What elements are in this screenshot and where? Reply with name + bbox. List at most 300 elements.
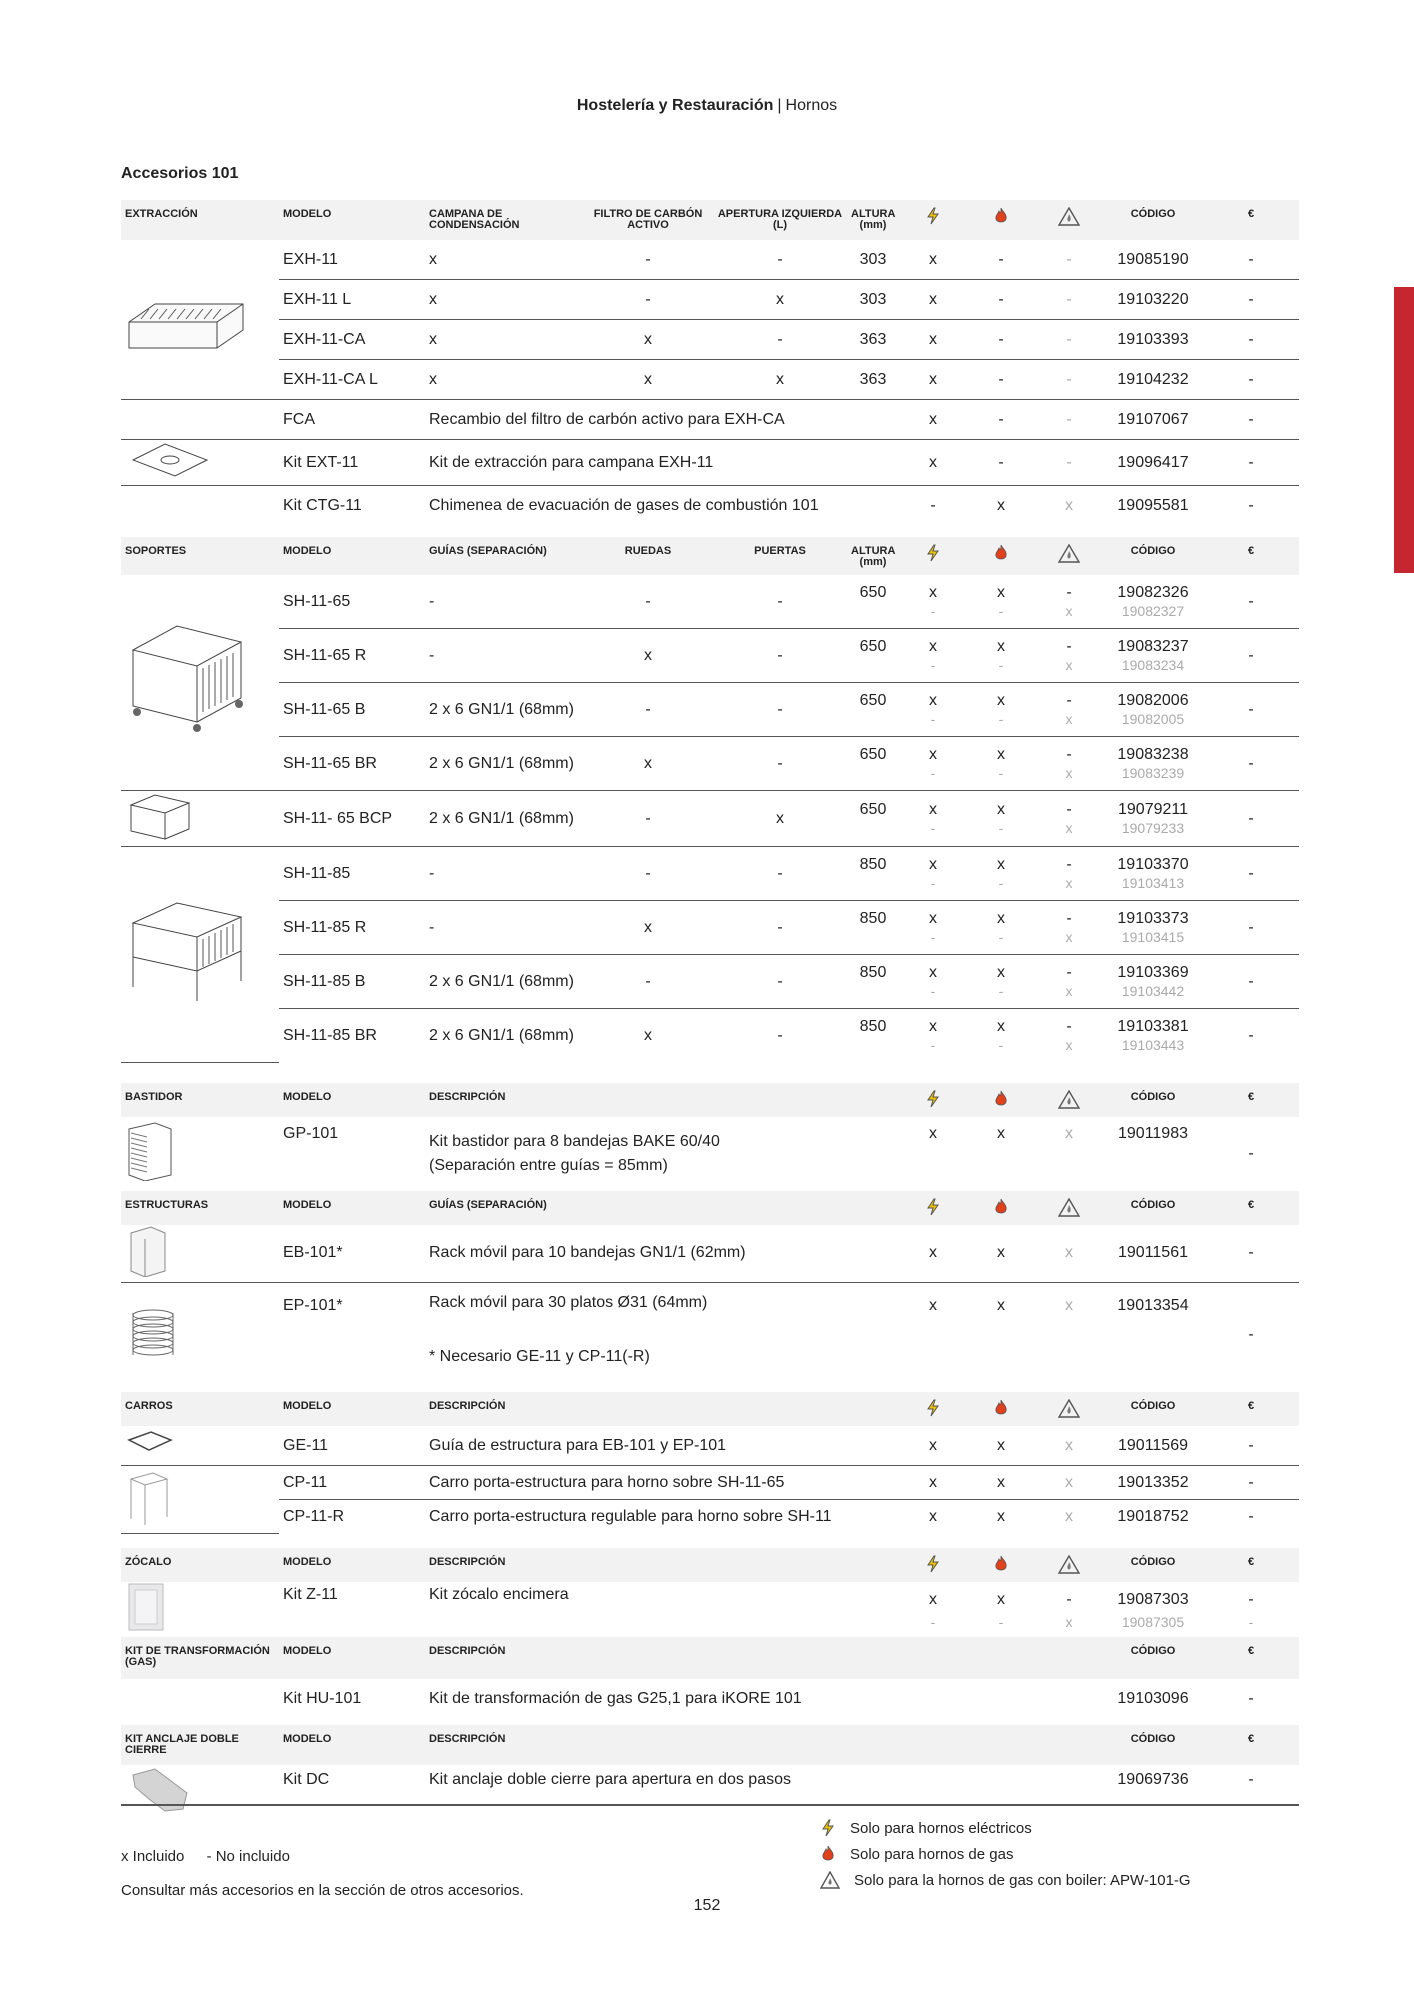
cell-text-secondary: - xyxy=(998,764,1004,781)
cell-text: CP-11-R xyxy=(283,1507,345,1525)
campana-value xyxy=(425,320,583,360)
cell-text: - xyxy=(1248,1689,1254,1707)
plinth-image xyxy=(125,1582,169,1632)
gas-value xyxy=(967,847,1035,901)
col-precio xyxy=(1203,1725,1299,1765)
col-codigo xyxy=(1103,537,1203,575)
guias-value xyxy=(425,847,583,901)
cell-text: - xyxy=(1066,370,1072,388)
table-row xyxy=(121,1679,1299,1719)
cell-text: MODELO xyxy=(283,1090,332,1103)
cell-text: - xyxy=(1066,583,1072,601)
cell-text: MODELO xyxy=(283,545,332,557)
table-header-extraccion xyxy=(121,200,1299,240)
cell-text-secondary: 19079233 xyxy=(1121,819,1185,836)
cell-text: x xyxy=(644,754,652,772)
legend-keys xyxy=(121,1848,308,1865)
product-image-cell xyxy=(121,575,279,791)
cell-text: KIT DE TRANSFORMACIÓN (GAS) xyxy=(125,1644,270,1668)
table-row xyxy=(121,440,1299,486)
product-code xyxy=(1103,955,1203,1009)
product-image-cell xyxy=(121,1582,279,1637)
cell-text: MODELO xyxy=(283,1644,332,1657)
cell-text: 19087303 xyxy=(1117,1590,1189,1608)
cell-text: EP-101* xyxy=(283,1296,343,1314)
col-gas xyxy=(967,1548,1035,1582)
electric-icon xyxy=(925,1399,941,1417)
cell-text: EB-101* xyxy=(283,1244,343,1261)
product-image-cell xyxy=(121,791,279,847)
table-row xyxy=(121,901,1299,955)
extraction-kit-image xyxy=(125,440,215,480)
cell-text: - xyxy=(777,592,783,610)
table-row xyxy=(121,486,1299,526)
cell-text: x xyxy=(929,691,937,709)
col-modelo xyxy=(279,1637,425,1679)
legend-boiler xyxy=(820,1867,1191,1893)
guias-value xyxy=(425,575,583,629)
cell-text: x xyxy=(929,745,937,763)
col-electric xyxy=(899,1392,967,1426)
cell-text: x xyxy=(997,745,1005,763)
cell-text: € xyxy=(1247,545,1255,557)
col-codigo xyxy=(1103,1083,1203,1117)
cell-text: 19103220 xyxy=(1117,290,1189,308)
cell-text: x xyxy=(776,290,784,308)
cell-text: - xyxy=(1066,1590,1072,1608)
stand-bcp-image xyxy=(125,791,195,841)
cell-text: x xyxy=(997,1436,1005,1454)
guide-image xyxy=(125,1428,175,1458)
table-header-estructuras xyxy=(121,1191,1299,1225)
model-name xyxy=(279,1679,425,1719)
cell-text-secondary: 19082005 xyxy=(1121,710,1185,727)
col-precio xyxy=(1203,1548,1299,1582)
gas-value xyxy=(967,400,1035,440)
product-code xyxy=(1103,901,1203,955)
price-value xyxy=(1203,486,1299,526)
cell-text: - xyxy=(1248,453,1254,471)
gas-value xyxy=(967,440,1035,486)
campana-value xyxy=(425,280,583,320)
cell-text: x xyxy=(929,290,937,308)
col-codigo xyxy=(1103,1191,1203,1225)
cell-text: - xyxy=(1248,1026,1254,1044)
cell-text: Kit DC xyxy=(283,1770,330,1788)
cell-text-secondary: - xyxy=(998,874,1004,891)
product-code xyxy=(1103,1117,1203,1191)
table-header-bastidor xyxy=(121,1083,1299,1117)
boiler-warning-icon xyxy=(1058,1555,1080,1574)
spacer xyxy=(121,525,1299,537)
cell-text: - xyxy=(1248,1590,1254,1608)
model-name xyxy=(279,955,425,1009)
cell-text-secondary: - xyxy=(930,602,936,619)
table-header-zocalo xyxy=(121,1548,1299,1582)
cell-text: x xyxy=(929,1296,937,1314)
product-image-cell xyxy=(121,1765,279,1821)
price-value xyxy=(1203,901,1299,955)
price-value xyxy=(1203,1282,1299,1388)
cell-text: 650 xyxy=(859,637,887,655)
price-value xyxy=(1203,737,1299,791)
ruedas-value xyxy=(583,955,713,1009)
table-row xyxy=(121,847,1299,901)
gas-value xyxy=(967,1225,1035,1283)
electric-icon xyxy=(925,1555,941,1573)
puertas-value xyxy=(713,683,847,737)
guias-value xyxy=(425,901,583,955)
price-value xyxy=(1203,400,1299,440)
cell-text: Kit de transformación de gas G25,1 para iKORE 101 xyxy=(429,1689,802,1707)
altura-value xyxy=(847,683,899,737)
cell-text: x xyxy=(929,410,937,428)
table-row xyxy=(121,1426,1299,1466)
cell-text: 19103096 xyxy=(1117,1689,1189,1707)
boiler-value xyxy=(1035,486,1103,526)
cell-text-secondary: x xyxy=(1065,1036,1073,1053)
cell-text: x xyxy=(997,1590,1005,1608)
cell-text-secondary: - xyxy=(930,764,936,781)
cell-text: x xyxy=(644,370,652,388)
cell-text-secondary: - xyxy=(998,656,1004,673)
gas-value xyxy=(967,791,1035,847)
col-puertas xyxy=(713,537,847,575)
product-code xyxy=(1103,320,1203,360)
cell-text: MODELO xyxy=(283,1555,332,1568)
cell-text: € xyxy=(1247,208,1255,220)
description xyxy=(425,1426,899,1466)
model-name xyxy=(279,440,425,486)
cell-text: - xyxy=(1066,637,1072,655)
col-filtro xyxy=(583,200,713,240)
cell-text: 303 xyxy=(859,290,887,308)
boiler-value xyxy=(1035,847,1103,901)
description xyxy=(425,1500,899,1534)
col-electric xyxy=(899,537,967,575)
cell-text: x xyxy=(997,1017,1005,1035)
cell-text: x xyxy=(929,909,937,927)
col-boiler xyxy=(1035,537,1103,575)
cell-text: x xyxy=(997,583,1005,601)
filtro-value xyxy=(583,320,713,360)
model-name xyxy=(279,683,425,737)
stand-85-image xyxy=(125,897,249,1007)
gas-value xyxy=(967,1466,1035,1500)
cell-text: 19083237 xyxy=(1117,637,1189,655)
col-gas xyxy=(967,537,1035,575)
cell-text: CÓDIGO xyxy=(1130,1400,1176,1412)
model-name xyxy=(279,320,425,360)
cell-text: EXH-11-CA L xyxy=(283,370,378,388)
legend-gas xyxy=(820,1841,1191,1867)
cell-text: - xyxy=(998,290,1004,308)
table-header-anclaje xyxy=(121,1725,1299,1765)
cell-text: 850 xyxy=(859,963,887,981)
ruedas-value xyxy=(583,737,713,791)
boiler-value xyxy=(1035,400,1103,440)
product-image-cell xyxy=(121,440,279,486)
gas-value xyxy=(967,360,1035,400)
puertas-value xyxy=(713,629,847,683)
product-image-cell xyxy=(121,486,279,526)
cell-text: 2 x 6 GN1/1 (68mm) xyxy=(429,809,574,827)
cell-text: MODELO xyxy=(283,208,332,220)
cell-text: 19103393 xyxy=(1117,330,1189,348)
cell-text: x xyxy=(997,1296,1005,1314)
gas-flame-icon xyxy=(993,1399,1009,1417)
price-value xyxy=(1203,847,1299,901)
cell-text: 19013354 xyxy=(1117,1296,1189,1314)
section-label xyxy=(121,537,279,575)
description xyxy=(425,1466,899,1500)
altura-value xyxy=(847,955,899,1009)
guias-value xyxy=(425,791,583,847)
cell-text: x xyxy=(929,583,937,601)
model-name xyxy=(279,575,425,629)
col-descripcion xyxy=(425,1083,899,1117)
cell-text: x xyxy=(929,1244,937,1261)
cell-text: DESCRIPCIÓN xyxy=(429,1555,506,1568)
cell-text: - xyxy=(1248,1144,1254,1162)
cell-text-secondary: x xyxy=(1065,602,1073,619)
electric-value xyxy=(899,280,967,320)
cell-text: CÓDIGO xyxy=(1130,208,1176,220)
col-apertura xyxy=(713,200,847,240)
cell-text: x xyxy=(929,963,937,981)
legend-electric xyxy=(820,1815,1191,1841)
cell-text: 2 x 6 GN1/1 (68mm) xyxy=(429,972,574,990)
cell-text: Rack móvil para 30 platos Ø31 (64mm) xyxy=(429,1293,708,1311)
cell-text: 363 xyxy=(859,330,887,348)
cell-text: x xyxy=(644,646,652,664)
boiler-value xyxy=(1035,629,1103,683)
cell-text: x xyxy=(929,1590,937,1608)
electric-value xyxy=(899,901,967,955)
cell-text: EXTRACCIÓN xyxy=(125,208,198,220)
product-code xyxy=(1103,1765,1203,1821)
cell-text: GUÍAS (SEPARACIÓN) xyxy=(429,1198,547,1211)
cell-text: - xyxy=(1066,330,1072,348)
cell-text: 850 xyxy=(859,1017,887,1035)
col-ruedas xyxy=(583,537,713,575)
cell-text: 19103373 xyxy=(1117,909,1189,927)
electric-icon xyxy=(820,1819,836,1837)
cell-text: x xyxy=(997,496,1005,514)
cell-text-secondary: - xyxy=(998,1036,1004,1053)
altura-value xyxy=(847,360,899,400)
cell-text: - xyxy=(1248,1244,1254,1261)
cell-text: - xyxy=(1248,864,1254,882)
cell-text: 19011561 xyxy=(1118,1244,1188,1261)
cell-text: - xyxy=(777,972,783,990)
description xyxy=(425,486,899,526)
cell-text: - xyxy=(1248,754,1254,772)
cell-text: - xyxy=(777,646,783,664)
cell-text: Kit anclaje doble cierre para apertura en dos pasos xyxy=(429,1770,791,1788)
col-boiler xyxy=(1035,1548,1103,1582)
gas-value xyxy=(967,320,1035,360)
cell-text: EXH-11-CA xyxy=(283,330,366,348)
cell-text: - xyxy=(645,290,651,308)
table-header-transformacion xyxy=(121,1637,1299,1679)
col-electric xyxy=(899,1083,967,1117)
electric-value xyxy=(899,1282,967,1388)
guias-value xyxy=(425,955,583,1009)
cell-text: FILTRO DE CARBÓN ACTIVO xyxy=(593,208,703,231)
puertas-value xyxy=(713,575,847,629)
electric-value xyxy=(899,1009,967,1063)
trolley-image xyxy=(125,1467,173,1527)
description xyxy=(425,1582,899,1637)
cell-text-secondary: 19103443 xyxy=(1121,1036,1185,1053)
electric-value xyxy=(899,240,967,280)
puertas-value xyxy=(713,1009,847,1063)
table-row xyxy=(121,360,1299,400)
cell-text: - xyxy=(930,496,936,514)
product-code xyxy=(1103,1582,1203,1637)
cell-text: Carro porta-estructura para horno sobre SH-11-65 xyxy=(429,1473,785,1491)
cell-text: 19096417 xyxy=(1117,453,1189,471)
cell-text: x xyxy=(929,1436,937,1454)
ruedas-value xyxy=(583,847,713,901)
cell-text: BASTIDOR xyxy=(125,1090,183,1103)
cell-text: 19083238 xyxy=(1117,745,1189,763)
col-precio xyxy=(1203,200,1299,240)
table-row xyxy=(121,1282,1299,1388)
cell-text: Kit CTG-11 xyxy=(283,496,362,514)
col-altura xyxy=(847,537,899,575)
product-code xyxy=(1103,791,1203,847)
cell-text: EXH-11 xyxy=(283,250,338,268)
price-value xyxy=(1203,955,1299,1009)
spacer-row xyxy=(121,1533,1299,1548)
gas-value xyxy=(967,955,1035,1009)
cell-text: FCA xyxy=(283,410,315,428)
col-modelo xyxy=(279,537,425,575)
model-name xyxy=(279,1225,425,1283)
apertura-value xyxy=(713,320,847,360)
boiler-value xyxy=(1035,1500,1103,1534)
apertura-value xyxy=(713,360,847,400)
cell-text: - xyxy=(1248,1770,1254,1788)
model-name xyxy=(279,400,425,440)
cell-text: Kit de extracción para campana EXH-11 xyxy=(429,453,714,471)
price-value xyxy=(1203,683,1299,737)
altura-value xyxy=(847,791,899,847)
cell-text: Rack móvil para 10 bandejas GN1/1 (62mm) xyxy=(429,1244,746,1261)
table-row xyxy=(121,1500,1299,1534)
col-precio xyxy=(1203,1083,1299,1117)
boiler-value xyxy=(1035,1009,1103,1063)
model-name xyxy=(279,360,425,400)
electric-value xyxy=(899,629,967,683)
cell-text: x xyxy=(997,1507,1005,1525)
cell-text: Kit EXT-11 xyxy=(283,453,359,471)
cell-text: x xyxy=(429,250,437,268)
col-guias xyxy=(425,537,583,575)
campana-value xyxy=(425,360,583,400)
gas-flame-icon xyxy=(993,207,1009,225)
electric-value xyxy=(899,400,967,440)
cell-text: - xyxy=(1248,918,1254,936)
cell-text: - xyxy=(777,754,783,772)
extraction-hood-image xyxy=(125,282,249,352)
boiler-warning-icon xyxy=(1058,207,1080,226)
gas-value xyxy=(967,240,1035,280)
cell-text-secondary: - xyxy=(930,982,936,999)
cell-text: x xyxy=(644,330,652,348)
product-code xyxy=(1103,1225,1203,1283)
puertas-value xyxy=(713,737,847,791)
col-precio xyxy=(1203,1191,1299,1225)
cell-text: x xyxy=(929,1473,937,1491)
model-name xyxy=(279,1466,425,1500)
section-label xyxy=(121,1548,279,1582)
table-row xyxy=(121,320,1299,360)
cell-text: SH-11-65 BR xyxy=(283,754,377,772)
col-codigo xyxy=(1103,1392,1203,1426)
legend-electric-text: Solo para hornos eléctricos xyxy=(850,1819,1032,1837)
cell-text: 2 x 6 GN1/1 (68mm) xyxy=(429,754,574,772)
cell-text-secondary: 19082327 xyxy=(1121,602,1185,619)
cell-text: SH-11- 65 BCP xyxy=(283,809,393,827)
product-code xyxy=(1103,1282,1203,1388)
apertura-value xyxy=(713,240,847,280)
cell-text: x xyxy=(929,800,937,818)
cell-text: 19104232 xyxy=(1117,370,1189,388)
cell-text-secondary: x xyxy=(1065,1613,1073,1630)
cell-text: DESCRIPCIÓN xyxy=(429,1732,506,1745)
cell-text: € xyxy=(1247,1644,1255,1657)
cell-text: 650 xyxy=(859,691,887,709)
gas-value xyxy=(967,280,1035,320)
cell-text: Kit zócalo encimera xyxy=(429,1585,569,1603)
cell-text: CÓDIGO xyxy=(1130,545,1176,557)
cell-text: x xyxy=(929,1017,937,1035)
product-image-cell xyxy=(121,240,279,400)
description xyxy=(425,1679,1103,1719)
product-code xyxy=(1103,486,1203,526)
boiler-value xyxy=(1035,737,1103,791)
model-name xyxy=(279,486,425,526)
cell-text: € xyxy=(1247,1732,1255,1745)
description xyxy=(425,440,899,486)
product-code xyxy=(1103,575,1203,629)
cell-text: - xyxy=(1066,745,1072,763)
cell-text: - xyxy=(1248,250,1254,268)
cell-text-secondary: - xyxy=(930,710,936,727)
cell-text: KIT ANCLAJE DOBLE CIERRE xyxy=(125,1732,239,1756)
cell-text: - xyxy=(1248,330,1254,348)
cell-text: 19103369 xyxy=(1117,963,1189,981)
cell-text: Recambio del filtro de carbón activo para EXH-CA xyxy=(429,410,785,428)
cell-text-secondary: x xyxy=(1065,764,1073,781)
cell-text-secondary: x xyxy=(1065,928,1073,945)
cell-text: - xyxy=(429,592,435,610)
price-value xyxy=(1203,1426,1299,1466)
cell-text: APERTURA IZQUIERDA (L) xyxy=(717,208,843,231)
cell-text: - xyxy=(998,250,1004,268)
cell-text: - xyxy=(777,918,783,936)
cell-text-secondary: x xyxy=(1065,710,1073,727)
table-row xyxy=(121,629,1299,683)
cell-text: CÓDIGO xyxy=(1130,1732,1176,1745)
altura-value xyxy=(847,737,899,791)
price-value xyxy=(1203,1009,1299,1063)
table-row xyxy=(121,1582,1299,1637)
cell-text: DESCRIPCIÓN xyxy=(429,1090,506,1103)
